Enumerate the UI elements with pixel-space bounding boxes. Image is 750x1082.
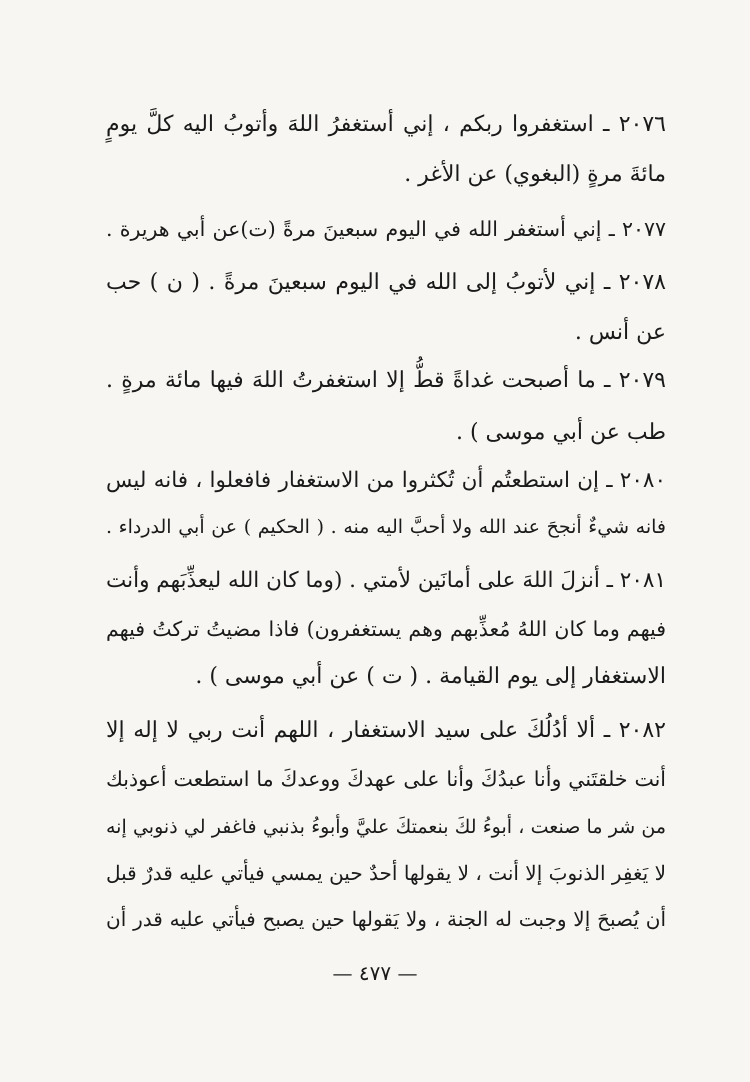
entry-2076-line-1: ٢٠٧٦ ـ استغفروا ربكم ، إني أستغفرُ اللهَ وأتوبُ اليه كلَّ يومٍ <box>106 112 666 137</box>
entry-2082-line-1: ٢٠٨٢ ـ ألا أدُلُكَ على سيد الاستغفار ، اللهم أنت ربي لا إله إلا <box>106 718 666 743</box>
entry-2078-line-1: ٢٠٧٨ ـ إني لأتوبُ إلى الله في اليوم سبعينَ مرةً . ( ن ) حب <box>106 270 666 295</box>
entry-2080-line-2: فانه شيءٌ أنجحَ عند الله ولا أحبَّ اليه منه . ( الحكيم ) عن أبي الدرداء . <box>106 516 666 538</box>
entry-2076-line-2: مائةَ مرةٍ (البغوي) عن الأغر . <box>404 162 666 187</box>
entry-2080-line-1: ٢٠٨٠ ـ إن استطعتُم أن تُكثروا من الاستغفار فافعلوا ، فانه ليس <box>106 468 666 493</box>
entry-2081-line-3: الاستغفار إلى يوم القيامة . ( ت ) عن أبي موسى ) . <box>195 664 666 689</box>
entry-2078-line-2: عن أنس . <box>574 320 666 345</box>
entry-2082-line-5: أن يُصبحَ إلا وجبت له الجنة ، ولا يَقولها حين يصبح فيأتي عليه قدر أن <box>106 907 666 931</box>
entry-2082-line-2: أنت خلقتَني وأنا عبدُكَ وأنا على عهدكَ ووعدكَ ما استطعت أعوذبك <box>106 767 666 791</box>
entry-2081-line-2: فيهم وما كان اللهُ مُعذِّبهم وهم يستغفرون) فاذا مضيتُ تركتُ فيهم <box>106 617 666 641</box>
entry-2081-line-1: ٢٠٨١ ـ أنزلَ اللهَ على أمانَين لأمتي . (وما كان الله ليعذِّبَهم وأنت <box>106 568 666 593</box>
entry-2079-line-1: ٢٠٧٩ ـ ما أصبحت غداةً قطُّ إلا استغفرتُ اللهَ فيها مائة مرةٍ . <box>106 368 666 393</box>
page-number: — ٤٧٧ — <box>332 961 418 985</box>
entry-2079-line-2: طب عن أبي موسى ) . <box>455 420 666 445</box>
entry-2082-line-3: من شر ما صنعت ، أبوءُ لكَ بنعمتكَ عليَّ وأبوءُ بذنبي فاغفر لي ذنوبي إنه <box>106 816 666 838</box>
entry-2077-line-1: ٢٠٧٧ ـ إني أستغفر الله في اليوم سبعينَ مرةً (ت)عن أبي هريرة . <box>106 217 666 241</box>
entry-2082-line-4: لا يَغفِر الذنوبَ إلا أنت ، لا يقولها أحدٌ حين يمسي فيأتي عليه قدرٌ قبل <box>105 861 666 885</box>
